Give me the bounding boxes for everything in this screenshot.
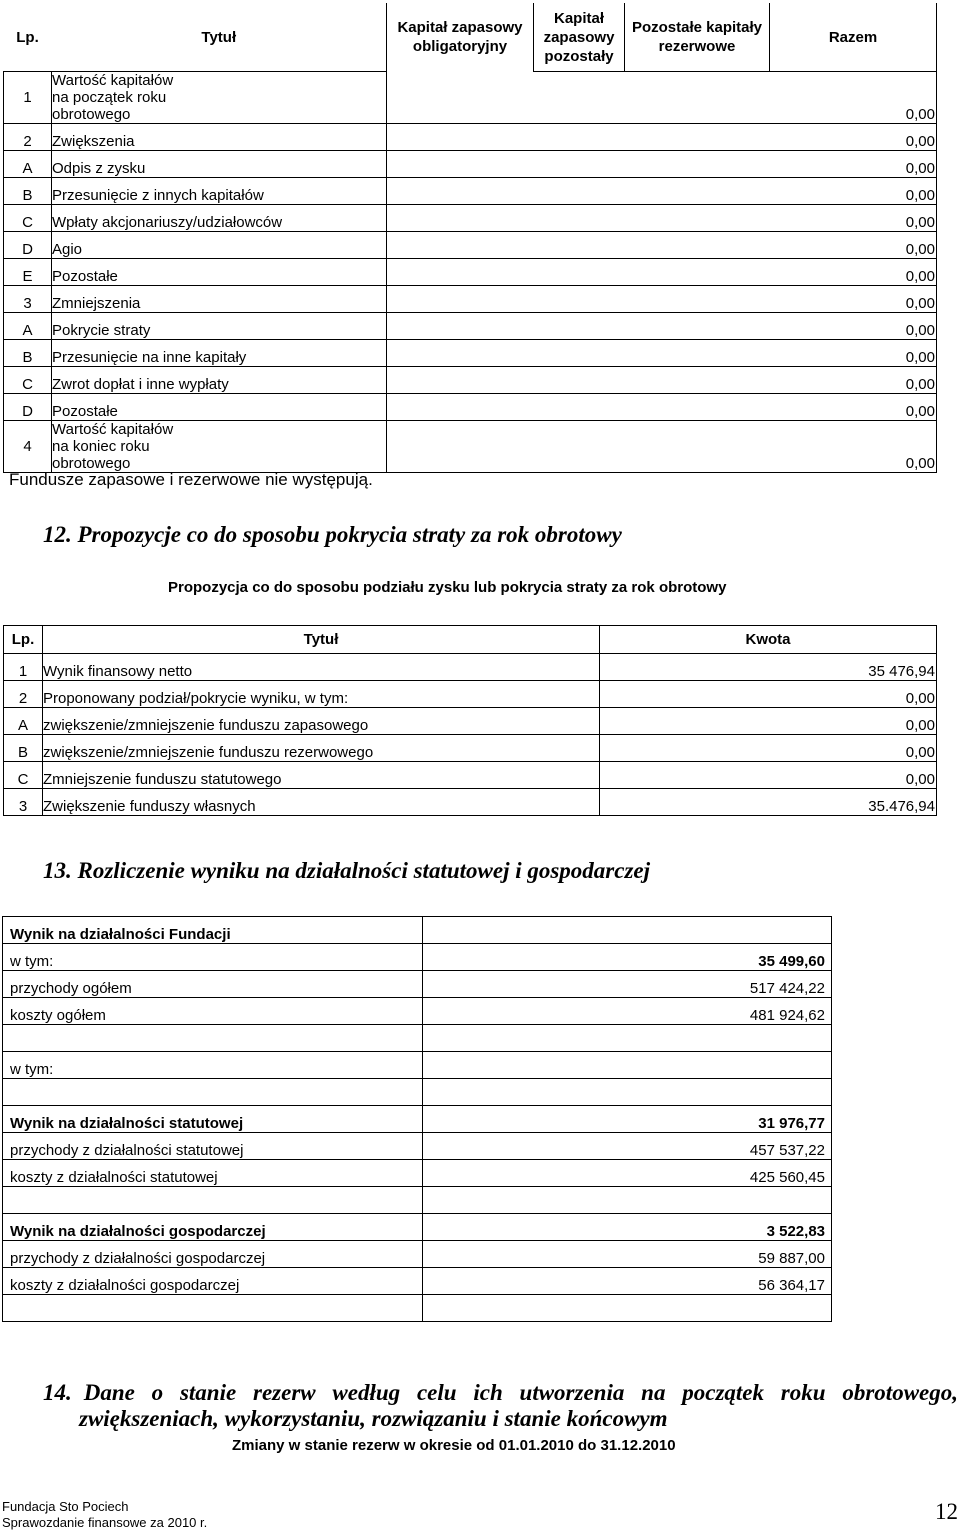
table-row xyxy=(3,1052,832,1079)
table-row xyxy=(4,708,937,735)
row-value: 0,00 xyxy=(600,762,937,789)
row-lp: 1 xyxy=(4,654,43,681)
row-lp: D xyxy=(4,394,52,421)
row-lp: 3 xyxy=(4,286,52,313)
table-row xyxy=(4,232,937,259)
col-kapital-pozostaly: Kapitał zapasowy pozostały xyxy=(534,3,625,72)
row-razem: 0,00 xyxy=(387,367,937,394)
row-label: Wynik na działalności statutowej xyxy=(3,1106,423,1133)
table-row xyxy=(4,654,937,681)
section-12-heading: 12. Propozycje co do sposobu pokrycia straty za rok obrotowy xyxy=(43,522,622,547)
row-title: Proponowany podział/pokrycie wyniku, w tym: xyxy=(43,681,600,708)
row-title: Zmniejszenie funduszu statutowego xyxy=(43,762,600,789)
table-row xyxy=(4,72,937,124)
table-header-row xyxy=(4,3,937,72)
row-label: koszty z działalności gospodarczej xyxy=(3,1268,423,1295)
row-lp: B xyxy=(4,178,52,205)
table-row xyxy=(4,286,937,313)
row-lp: A xyxy=(4,151,52,178)
table-row xyxy=(4,762,937,789)
row-value xyxy=(423,1079,832,1106)
row-title: Wartość kapitałów na koniec roku obrotowego xyxy=(52,421,387,473)
table-row xyxy=(4,313,937,340)
row-value: 3 522,83 xyxy=(423,1214,832,1241)
no-funds-note: Fundusze zapasowe i rezerwowe nie występują. xyxy=(9,470,373,489)
row-label: w tym: xyxy=(3,944,423,971)
row-label xyxy=(3,1079,423,1106)
profit-distribution-table xyxy=(3,625,937,816)
table-row xyxy=(4,205,937,232)
row-razem: 0,00 xyxy=(387,178,937,205)
table-row xyxy=(4,367,937,394)
row-title: Zwiększenia xyxy=(52,124,387,151)
capital-changes-table xyxy=(3,3,937,473)
row-title: Wpłaty akcjonariuszy/udziałowców xyxy=(52,205,387,232)
row-title: Pokrycie straty xyxy=(52,313,387,340)
row-lp: A xyxy=(4,708,43,735)
row-title: zwiększenie/zmniejszenie funduszu rezerwowego xyxy=(43,735,600,762)
row-razem: 0,00 xyxy=(387,286,937,313)
row-title: Odpis z zysku xyxy=(52,151,387,178)
row-lp: E xyxy=(4,259,52,286)
col-lp: Lp. xyxy=(16,28,39,46)
table-row xyxy=(4,259,937,286)
row-lp: 3 xyxy=(4,789,43,816)
table-body xyxy=(4,72,937,473)
row-title: Pozostałe xyxy=(52,394,387,421)
footer xyxy=(2,1499,207,1531)
row-value: 425 560,45 xyxy=(423,1160,832,1187)
row-label xyxy=(3,1187,423,1214)
row-label: przychody z działalności statutowej xyxy=(3,1133,423,1160)
row-label: Wynik na działalności gospodarczej xyxy=(3,1214,423,1241)
section-14-line1: Dane o stanie rezerw według celu ich utworzenia na początek roku obrotowego, xyxy=(83,1380,958,1405)
row-razem: 0,00 xyxy=(387,151,937,178)
table-row xyxy=(4,421,937,473)
table-row xyxy=(3,998,832,1025)
row-lp: D xyxy=(4,232,52,259)
table-row xyxy=(3,917,832,944)
table-row xyxy=(3,1295,832,1322)
row-title: Wartość kapitałów na początek roku obrotowego xyxy=(52,72,387,124)
row-value: 0,00 xyxy=(600,708,937,735)
table-row xyxy=(4,124,937,151)
footer-doc: Sprawozdanie finansowe za 2010 r. xyxy=(2,1515,208,1530)
row-title: Przesunięcie z innych kapitałów xyxy=(52,178,387,205)
row-value xyxy=(423,1187,832,1214)
col-razem: Razem xyxy=(770,3,937,72)
table-row xyxy=(3,1214,832,1241)
table-row xyxy=(3,1133,832,1160)
col-lp: Lp. xyxy=(4,626,43,654)
row-value xyxy=(423,917,832,944)
table-row xyxy=(3,1160,832,1187)
col-tytul: Tytuł xyxy=(43,626,600,654)
row-value xyxy=(423,1295,832,1322)
page-number: 12 xyxy=(935,1499,958,1524)
row-lp: C xyxy=(4,367,52,394)
table-row xyxy=(3,1268,832,1295)
row-label: koszty ogółem xyxy=(3,998,423,1025)
table-row xyxy=(4,340,937,367)
row-value: 457 537,22 xyxy=(423,1133,832,1160)
table-row xyxy=(3,1106,832,1133)
table-row xyxy=(4,394,937,421)
row-title: Wynik finansowy netto xyxy=(43,654,600,681)
table-row xyxy=(4,151,937,178)
table-row xyxy=(4,178,937,205)
section-13-heading: 13. Rozliczenie wyniku na działalności statutowej i gospodarczej xyxy=(43,858,651,883)
row-title: Przesunięcie na inne kapitały xyxy=(52,340,387,367)
row-lp: B xyxy=(4,735,43,762)
row-razem: 0,00 xyxy=(387,72,937,124)
table-body xyxy=(3,917,832,1322)
row-title: Zwiększenie funduszy własnych xyxy=(43,789,600,816)
row-label xyxy=(3,1025,423,1052)
section-14-line2: zwiększeniach, wykorzystaniu, rozwiązaniu i stanie końcowym xyxy=(79,1406,668,1431)
row-razem: 0,00 xyxy=(387,340,937,367)
row-value: 481 924,62 xyxy=(423,998,832,1025)
table-row xyxy=(4,735,937,762)
table-row xyxy=(3,1079,832,1106)
row-razem: 0,00 xyxy=(387,205,937,232)
table-row xyxy=(3,971,832,998)
row-title: zwiększenie/zmniejszenie funduszu zapasowego xyxy=(43,708,600,735)
table-body xyxy=(4,654,937,816)
row-value: 31 976,77 xyxy=(423,1106,832,1133)
row-lp: 4 xyxy=(4,421,52,473)
section-12-subheading: Propozycja co do sposobu podziału zysku lub pokrycia straty za rok obrotowy xyxy=(168,579,727,596)
row-lp: 2 xyxy=(4,681,43,708)
row-value xyxy=(423,1025,832,1052)
row-title: Zwrot dopłat i inne wypłaty xyxy=(52,367,387,394)
footer-org: Fundacja Sto Pociech xyxy=(2,1499,129,1514)
table-row xyxy=(3,1241,832,1268)
row-value: 0,00 xyxy=(600,735,937,762)
row-value: 35 499,60 xyxy=(423,944,832,971)
row-lp: C xyxy=(4,762,43,789)
row-label: Wynik na działalności Fundacji xyxy=(3,917,423,944)
row-razem: 0,00 xyxy=(387,421,937,473)
row-value: 0,00 xyxy=(600,681,937,708)
col-tytul: Tytuł xyxy=(201,28,237,46)
result-settlement-table xyxy=(2,916,832,1322)
section-14-number: 14. xyxy=(43,1380,72,1405)
col-kwota: Kwota xyxy=(600,626,937,654)
row-label: w tym: xyxy=(3,1052,423,1079)
row-razem: 0,00 xyxy=(387,124,937,151)
row-value: 35.476,94 xyxy=(600,789,937,816)
row-razem: 0,00 xyxy=(387,259,937,286)
table-row xyxy=(4,681,937,708)
row-razem: 0,00 xyxy=(387,313,937,340)
row-label: przychody z działalności gospodarczej xyxy=(3,1241,423,1268)
row-title: Pozostałe xyxy=(52,259,387,286)
row-lp: 1 xyxy=(4,72,52,124)
col-pozostale-kapitaly: Pozostałe kapitały rezerwowe xyxy=(625,3,770,72)
row-lp: 2 xyxy=(4,124,52,151)
section-14-subheading: Zmiany w stanie rezerw w okresie od 01.01.2010 do 31.12.2010 xyxy=(232,1437,676,1454)
row-label: koszty z działalności statutowej xyxy=(3,1160,423,1187)
table-header-row xyxy=(4,626,937,654)
row-lp: A xyxy=(4,313,52,340)
col-kapital-obligatoryjny: Kapitał zapasowy obligatoryjny xyxy=(387,3,534,72)
row-title: Zmniejszenia xyxy=(52,286,387,313)
table-row xyxy=(3,944,832,971)
table-row xyxy=(4,789,937,816)
row-value: 59 887,00 xyxy=(423,1241,832,1268)
table-row xyxy=(3,1187,832,1214)
row-lp: C xyxy=(4,205,52,232)
row-title: Agio xyxy=(52,232,387,259)
table-row xyxy=(3,1025,832,1052)
row-label: przychody ogółem xyxy=(3,971,423,998)
row-value: 35 476,94 xyxy=(600,654,937,681)
row-label xyxy=(3,1295,423,1322)
row-value: 56 364,17 xyxy=(423,1268,832,1295)
row-value xyxy=(423,1052,832,1079)
row-razem: 0,00 xyxy=(387,394,937,421)
row-lp: B xyxy=(4,340,52,367)
row-razem: 0,00 xyxy=(387,232,937,259)
section-14-heading xyxy=(43,1380,958,1432)
row-value: 517 424,22 xyxy=(423,971,832,998)
